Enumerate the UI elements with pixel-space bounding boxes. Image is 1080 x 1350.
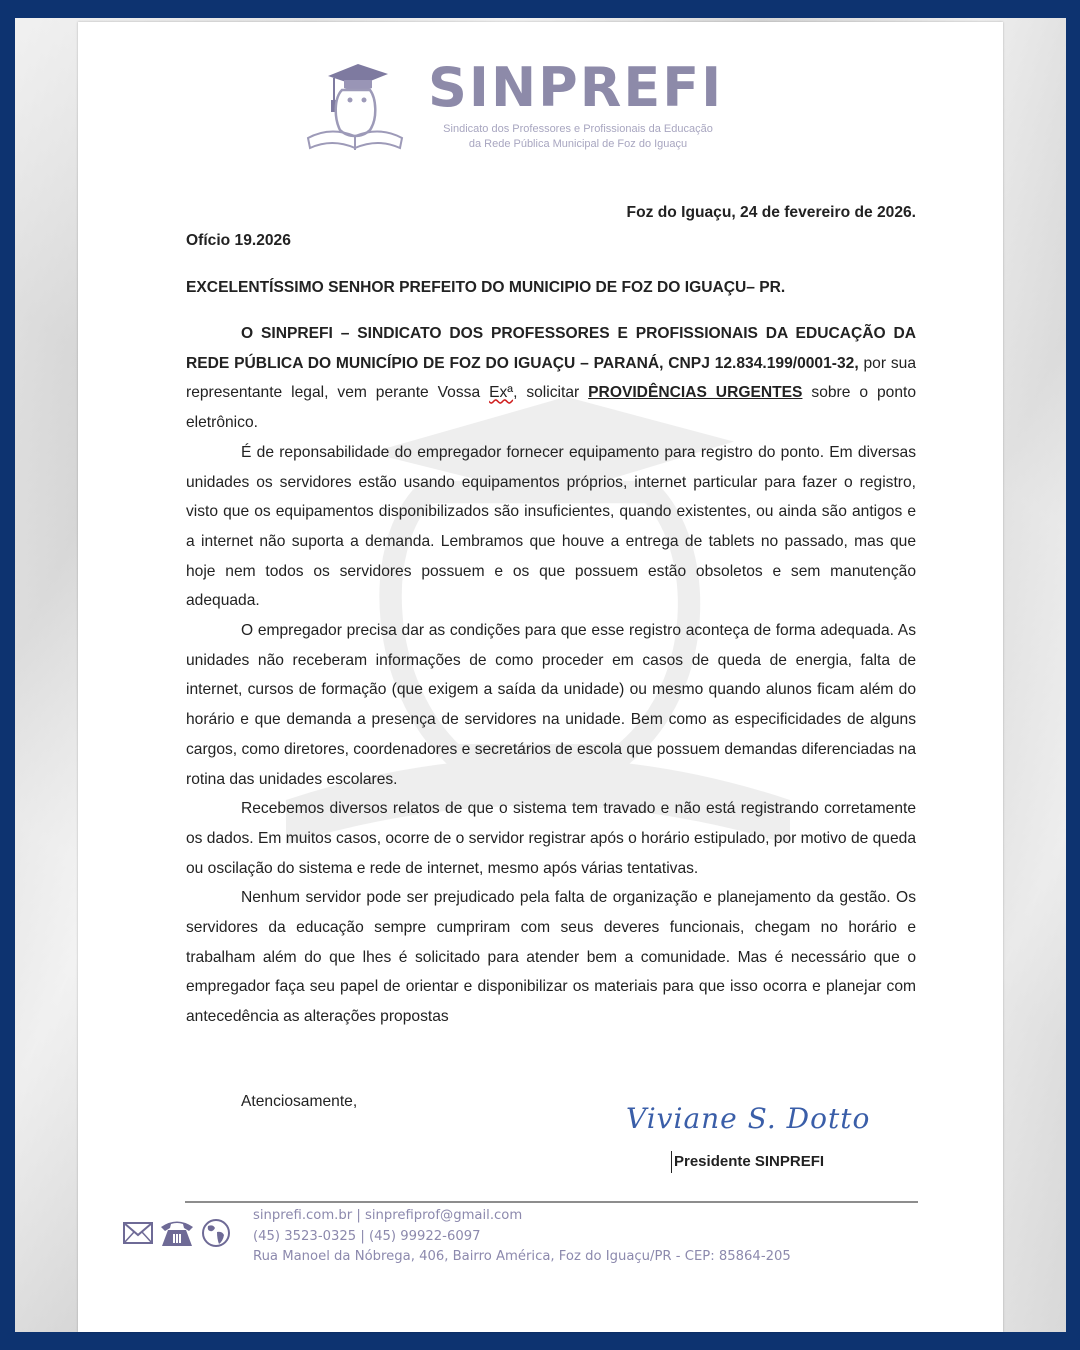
paragraph-1 bbox=[186, 319, 916, 438]
telephone-icon bbox=[159, 1218, 195, 1253]
signature: Viviane S. Dotto bbox=[626, 1102, 871, 1135]
date-line: Foz do Iguaçu, 24 de fevereiro de 2026. bbox=[626, 204, 916, 221]
signer-role: Presidente SINPREFI bbox=[674, 1153, 825, 1170]
org-subtitle-line1: Sindicato dos Professores e Profissionais da Educação bbox=[443, 123, 713, 135]
letter-body bbox=[186, 319, 916, 1032]
footer-web-email: sinprefi.com.br | sinprefiprof@gmail.com bbox=[253, 1208, 523, 1223]
mail-icon bbox=[123, 1222, 153, 1249]
footer-divider bbox=[185, 1201, 918, 1203]
paragraph-2: É de reponsabilidade do empregador fornecer equipamento para registro do ponto. Em diversas unidades os servidores estão usando equipamentos próprios, internet particular para fazer o registro, visto que os equipamentos disponibilizados são insuficientes, quando existentes, ou ainda são antigos e a internet não suporta a demanda. Lembramos que houve a entrega de tablets no passado, mas que hoje nem todos os servidores possuem e os que possuem estão obsoletos e sem manutenção adequada. bbox=[186, 443, 916, 610]
closing-salutation: Atenciosamente, bbox=[241, 1093, 358, 1110]
footer-contact bbox=[253, 1206, 791, 1268]
letter-page bbox=[78, 22, 1003, 1332]
paragraph-3: O empregador precisa dar as condições para que esse registro aconteça de forma adequada. As unidades não receberam informações de como proceder em casos de queda de energia, falta de internet, cursos de formação (que exigem a saída da unidade) ou mesmo quando alunos ficam além do horário e que demanda a presença de servidores na unidade. Bem como as especificidades de alguns cargos, como diretores, coordenadores e secretários de escola que possuem demandas diferenciadas na rotina das unidades escolares. bbox=[186, 622, 916, 788]
abbreviation-spellcheck: Exª bbox=[489, 384, 514, 402]
paragraph-1-text-a: por sua representante legal, vem perante Vossa bbox=[186, 354, 916, 402]
paragraph-4: Recebemos diversos relatos de que o sistema tem travado e não está registrando corretamente os dados. Em muitos casos, ocorre de o servidor registrar após o horário estipulado, por motivo de queda ou oscilação do sistema e rede de internet, mesmo após várias tentativas. bbox=[186, 800, 916, 877]
letterhead-logo bbox=[300, 56, 730, 156]
footer-address: Rua Manoel da Nóbrega, 406, Bairro América, Foz do Iguaçu/PR - CEP: 85864-205 bbox=[253, 1249, 791, 1264]
org-name: SINPREFI bbox=[428, 56, 724, 119]
paragraph-1-text-c: sobre o ponto eletrônico. bbox=[186, 384, 916, 432]
paragraph-5: Nenhum servidor pode ser prejudicado pela falta de organização e planejamento da gestão. Os servidores da educação sempre cumpriram com seus deveres funcionais, chegam no horário e trabalham além do que lhes é solicitado para atender bem a comunidade. Mas é necessário que o empregador faça seu papel de orientar e disponibilizar os materiais para que isso ocorra e planejar com antecedência as alterações propostas bbox=[186, 889, 916, 1026]
footer-phones: (45) 3523-0325 | (45) 99922-6097 bbox=[253, 1228, 481, 1244]
owl-logo-icon bbox=[300, 58, 410, 154]
globe-icon bbox=[201, 1218, 231, 1253]
paragraph-1-text-b: , solicitar bbox=[513, 384, 589, 402]
addressee: EXCELENTÍSSIMO SENHOR PREFEITO DO MUNICIPIO DE FOZ DO IGUAÇU– PR. bbox=[186, 279, 786, 296]
document-number: Ofício 19.2026 bbox=[186, 232, 291, 249]
org-subtitle bbox=[428, 122, 728, 152]
urgent-emphasis: PROVIDÊNCIAS URGENTES bbox=[588, 384, 803, 402]
org-subtitle-line2: da Rede Pública Municipal de Foz do Iguaçu bbox=[468, 138, 688, 150]
org-identification: O SINPREFI – SINDICATO DOS PROFESSORES E PROFISSIONAIS DA EDUCAÇÃO DA REDE PÚBLICA DO MUNICÍPIO DE FOZ DO IGUAÇU – PARANÁ, CNPJ 12.834.199/0001-32, bbox=[186, 325, 916, 372]
footer-icons bbox=[123, 1218, 231, 1253]
